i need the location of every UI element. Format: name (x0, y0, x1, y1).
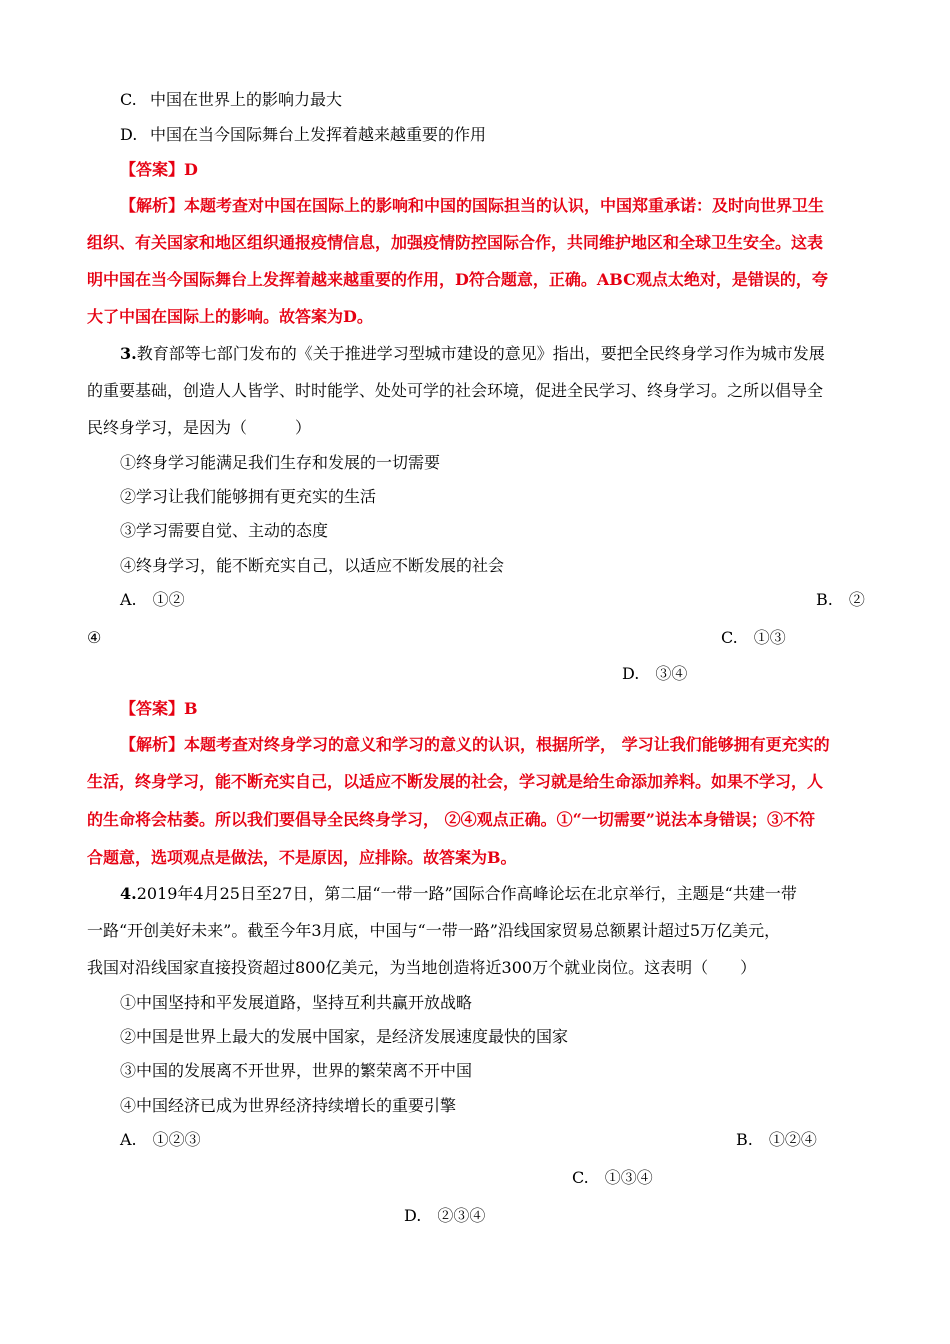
q4-option-d: D. ②③④ (404, 1206, 486, 1225)
q2-analysis-tag: 【解析】 (120, 196, 185, 215)
q2-analysis-line-3: 明中国在当今国际舞台上发挥着越来越重要的作用，D符合题意，正确。ABC观点太绝对，是错误的，夸 (87, 270, 828, 289)
q3-stem-line-3: 民终身学习，是因为（ ） (87, 418, 312, 437)
q4-stem-line-2: 一路“开创美好未来”。截至今年3月底，中国与“一带一路”沿线国家贸易总额累计超过5万亿美元， (87, 921, 781, 940)
q4-number: 4. (120, 884, 137, 903)
q3-option-c: C. ①③ (721, 628, 786, 647)
q3-option-b: B. ② (816, 590, 865, 609)
q2-option-c-label: C. (120, 90, 137, 109)
q4-statement-1: ①中国坚持和平发展道路，坚持互利共赢开放战略 (120, 993, 473, 1012)
q3-statement-4: ④终身学习，能不断充实自己，以适应不断发展的社会 (120, 556, 505, 575)
q4-statement-3: ③中国的发展离不开世界，世界的繁荣离不开中国 (120, 1061, 473, 1080)
q3-option-b-wrap: ④ (87, 628, 102, 647)
q3-number: 3. (120, 344, 137, 363)
q2-option-d-text: 中国在当今国际舞台上发挥着越来越重要的作用 (150, 125, 487, 144)
q3-option-a: A. ①② (120, 590, 185, 609)
q4-statement-4: ④中国经济已成为世界经济持续增长的重要引擎 (120, 1096, 457, 1115)
q3-analysis-line-3: 的生命将会枯萎。所以我们要倡导全民终身学习， ②④观点正确。①“一切需要”说法本身错误；③不符 (87, 810, 815, 829)
q2-answer: 【答案】D (120, 160, 198, 179)
q3-analysis-tag: 【解析】 (120, 735, 185, 754)
q3-analysis-line-1: 【解析】本题考查对终身学习的意义和学习的意义的认识，根据所学， 学习让我们能够拥有更充实的 (120, 735, 830, 754)
q3-stem-line-1: 3.教育部等七部门发布的《关于推进学习型城市建设的意见》指出，要把全民终身学习作为城市发展 (120, 344, 825, 363)
q4-option-b: B. ①②④ (736, 1130, 817, 1149)
q3-option-d: D. ③④ (622, 664, 688, 683)
q2-option-c-text: 中国在世界上的影响力最大 (150, 90, 343, 109)
q2-analysis-line-2: 组织、有关国家和地区组织通报疫情信息，加强疫情防控国际合作，共同维护地区和全球卫生安全。这表 (87, 233, 824, 252)
q3-statement-2: ②学习让我们能够拥有更充实的生活 (120, 487, 377, 506)
q3-answer: 【答案】B (120, 699, 198, 718)
q3-analysis-line-4: 合题意，选项观点是做法，不是原因，应排除。故答案为B。 (87, 848, 517, 867)
q4-stem-line-3: 我国对沿线国家直接投资超过800亿美元，为当地创造将近300万个就业岗位。这表明（ ） (87, 958, 757, 977)
q2-analysis-line-4: 大了中国在国际上的影响。故答案为D。 (87, 307, 373, 326)
q2-analysis-line-1: 【解析】本题考查对中国在国际上的影响和中国的国际担当的认识，中国郑重承诺：及时向世界卫生 (120, 196, 825, 215)
q3-statement-1: ①终身学习能满足我们生存和发展的一切需要 (120, 453, 441, 472)
q2-option-d-label: D. (120, 125, 138, 144)
q2-option-c (120, 90, 342, 110)
q3-statement-3: ③学习需要自觉、主动的态度 (120, 521, 329, 540)
q4-statement-2: ②中国是世界上最大的发展中国家，是经济发展速度最快的国家 (120, 1027, 569, 1046)
q4-stem-line-1: 4.2019年4月25日至27日，第二届“一带一路”国际合作高峰论坛在北京举行，主题是“共建一带 (120, 884, 797, 903)
q2-option-d (120, 125, 486, 145)
q4-option-a: A. ①②③ (120, 1130, 201, 1149)
q4-option-c: C. ①③④ (572, 1168, 653, 1187)
q3-stem-line-2: 的重要基础，创造人人皆学、时时能学、处处可学的社会环境，促进全民学习、终身学习。之所以倡导全 (87, 381, 824, 400)
q3-analysis-line-2: 生活，终身学习，能不断充实自己，以适应不断发展的社会，学习就是给生命添加养料。如果不学习，人 (87, 772, 824, 791)
